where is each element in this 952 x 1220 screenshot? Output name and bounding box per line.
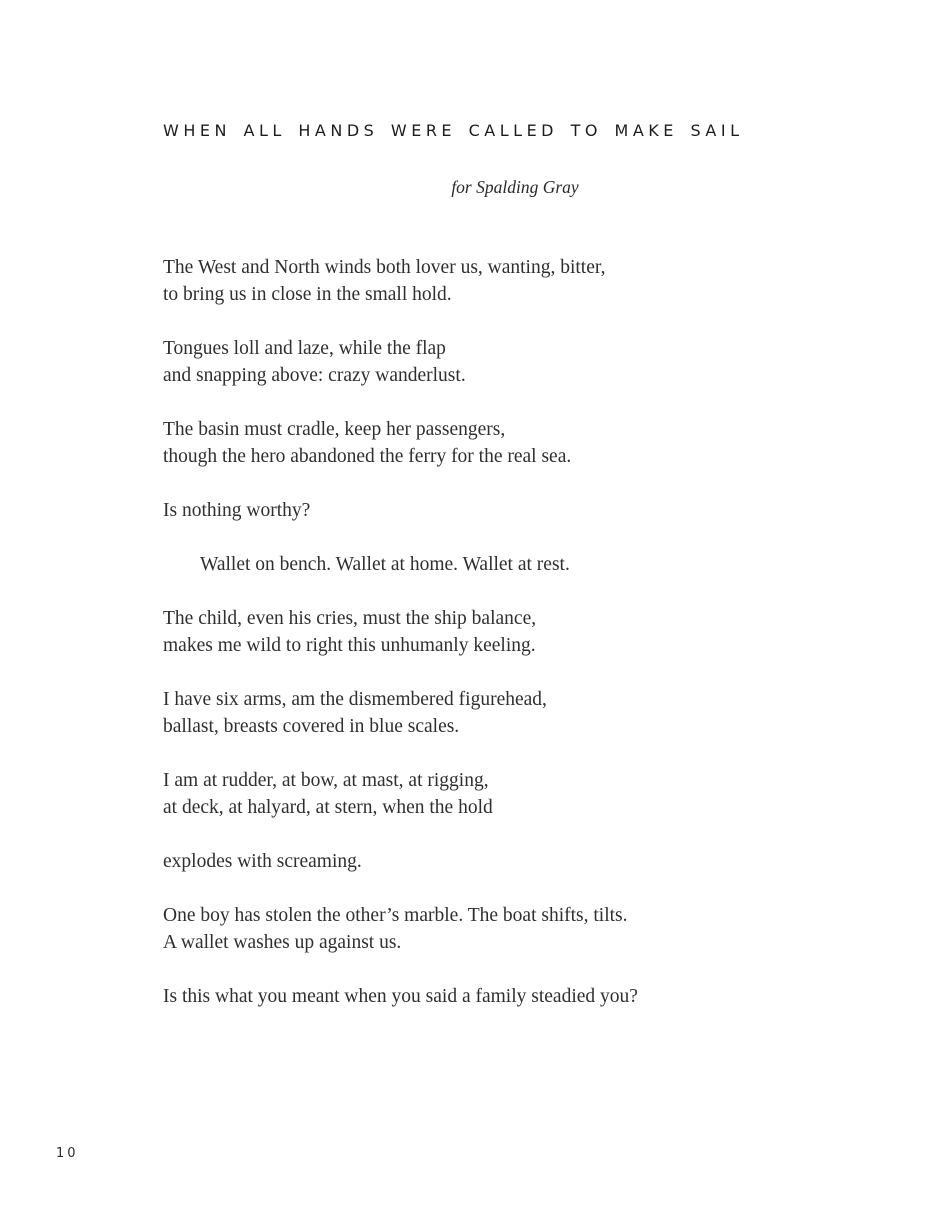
- poem-line: Wallet on bench. Wallet at home. Wallet at rest.: [200, 554, 570, 575]
- stanza: [163, 254, 843, 308]
- poem-line: to bring us in close in the small hold.: [163, 284, 452, 305]
- page-number: 10: [56, 1146, 79, 1161]
- stanza: [163, 902, 843, 956]
- poem-line: ballast, breasts covered in blue scales.: [163, 716, 460, 737]
- poem-line: A wallet washes up against us.: [163, 932, 402, 953]
- poem-line: The West and North winds both lover us, wanting, bitter,: [163, 257, 606, 278]
- stanza: [163, 416, 843, 470]
- poem-line: One boy has stolen the other’s marble. The boat shifts, tilts.: [163, 905, 628, 926]
- poem-line: and snapping above: crazy wanderlust.: [163, 365, 466, 386]
- stanza: [163, 983, 843, 1010]
- poem-line: I have six arms, am the dismembered figurehead,: [163, 689, 547, 710]
- poem-line: The child, even his cries, must the ship balance,: [163, 608, 537, 629]
- poem-line: makes me wild to right this unhumanly keeling.: [163, 635, 536, 656]
- poem-dedication: for Spalding Gray: [451, 177, 579, 197]
- stanza: [163, 848, 843, 875]
- poem-title: WHEN ALL HANDS WERE CALLED TO MAKE SAIL: [163, 121, 744, 140]
- poem-line: The basin must cradle, keep her passengers,: [163, 419, 506, 440]
- stanza: [163, 335, 843, 389]
- stanza: [163, 605, 843, 659]
- poem-line: explodes with screaming.: [163, 851, 362, 872]
- poem-line: at deck, at halyard, at stern, when the hold: [163, 797, 493, 818]
- poem-line: Tongues loll and laze, while the flap: [163, 338, 446, 359]
- stanza: [163, 551, 843, 578]
- poem-body: [163, 254, 843, 1037]
- poem-line: I am at rudder, at bow, at mast, at rigging,: [163, 770, 489, 791]
- poem-line: Is this what you meant when you said a family steadied you?: [163, 986, 638, 1007]
- stanza: [163, 686, 843, 740]
- poem-line: though the hero abandoned the ferry for the real sea.: [163, 446, 572, 467]
- stanza: [163, 497, 843, 524]
- poem-line: Is nothing worthy?: [163, 500, 311, 521]
- stanza: [163, 767, 843, 821]
